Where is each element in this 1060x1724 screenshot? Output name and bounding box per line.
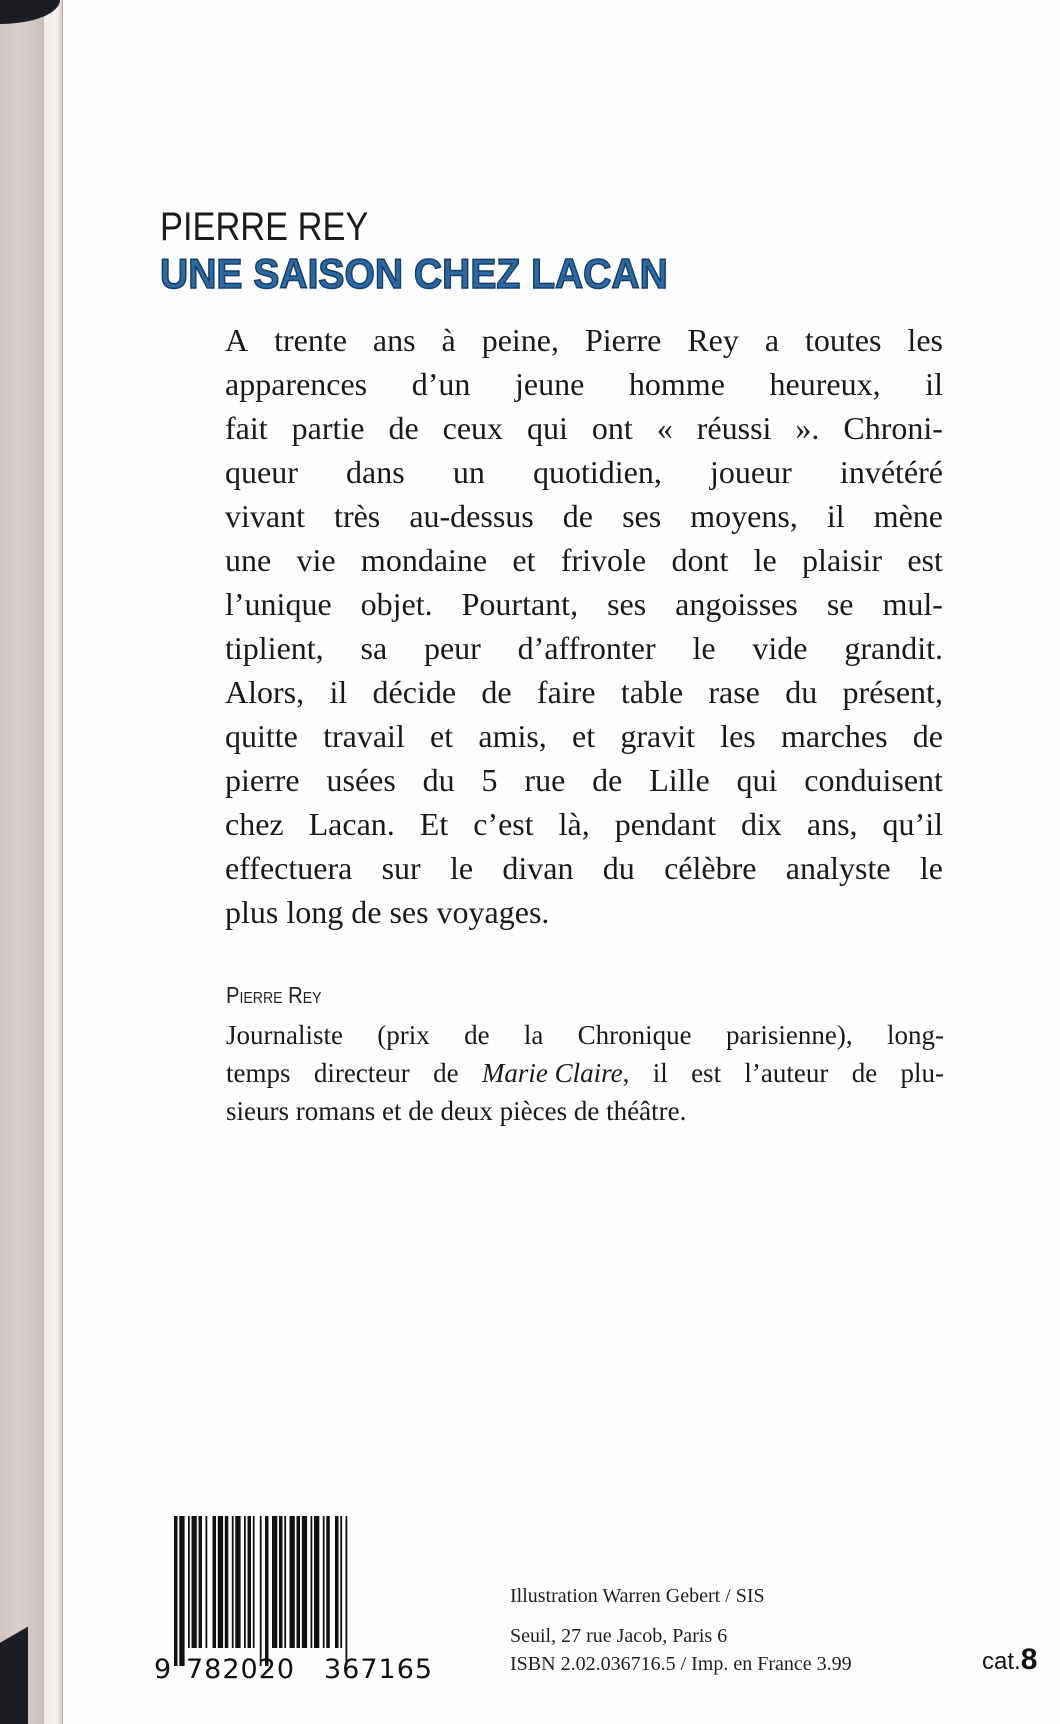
barcode-bar (272, 1516, 277, 1648)
blurb-word: sur (381, 850, 421, 886)
barcode-bar (340, 1516, 342, 1648)
blurb-line (225, 582, 943, 626)
blurb-word: rase (708, 674, 760, 710)
magazine-title: Marie Claire (481, 1058, 623, 1088)
blurb-word: joueur (710, 454, 792, 490)
blurb-word: dans (346, 454, 405, 490)
barcode-bar (206, 1516, 208, 1648)
blurb-word: se (826, 586, 854, 622)
barcode-bar (253, 1516, 255, 1648)
blurb-word: les (907, 322, 943, 358)
isbn-line: ISBN 2.02.036716.5 / Imp. en France 3.99 (510, 1653, 852, 1675)
blurb-line (225, 714, 943, 758)
blurb-word: Chroni- (843, 410, 943, 446)
blurb-word: table (620, 674, 684, 710)
blurb-word: analyste (785, 850, 891, 886)
blurb-word: il (329, 674, 348, 710)
barcode-bar (188, 1516, 190, 1648)
barcode-bar (260, 1516, 262, 1666)
blurb-line (225, 846, 943, 890)
bio-line (226, 1092, 944, 1130)
blurb-word: le (919, 850, 943, 886)
blurb-word: qui (736, 762, 778, 798)
blurb-word: vide (752, 630, 808, 666)
blurb-word: célèbre (664, 850, 757, 886)
blurb-word: apparences (225, 366, 368, 402)
barcode-bar (279, 1516, 283, 1648)
blurb-word: le (450, 850, 474, 886)
blurb-word: un (452, 454, 485, 490)
blurb-word: Rey (687, 322, 739, 358)
blurb-word: rue (524, 762, 566, 798)
barcode-bar (323, 1516, 325, 1648)
barcode-bar (213, 1516, 217, 1648)
blurb-line (225, 318, 943, 362)
blurb-word: fait (225, 410, 268, 446)
blurb-word: dont (671, 542, 729, 578)
barcode-bar (235, 1516, 240, 1648)
barcode-bar (218, 1516, 223, 1648)
blurb-word: trente (274, 322, 347, 358)
blurb-word: de (912, 718, 943, 754)
blurb-line (225, 890, 943, 934)
bio-word: de (433, 1058, 459, 1088)
blurb-word: tiplient, (225, 630, 324, 666)
blurb-word: Lille (649, 762, 710, 798)
blurb-word: ceux (442, 410, 504, 446)
blurb-word: à (441, 322, 456, 358)
blurb-line (225, 406, 943, 450)
blurb-word: effectuera (225, 850, 353, 886)
blurb-text: plus long de ses voyages. (225, 894, 550, 930)
barcode-bar (335, 1516, 339, 1648)
bio-word: est (691, 1058, 722, 1088)
blurb-word: du (785, 674, 818, 710)
blurb-word: jeune (515, 366, 585, 402)
blurb-word: qu’il (882, 806, 943, 842)
blurb-word: très (334, 498, 381, 534)
book-spine (0, 0, 44, 1724)
blurb-word: est (907, 542, 943, 578)
bio-word: directeur (313, 1058, 410, 1088)
barcode-digits: 782020 (186, 1654, 296, 1685)
blurb-word: vie (296, 542, 336, 578)
blurb-word: quotidien, (532, 454, 662, 490)
barcode-bar (244, 1516, 246, 1648)
bio-word: temps (226, 1058, 291, 1088)
bio-word: parisienne), (725, 1020, 853, 1050)
blurb-word: de (388, 410, 419, 446)
blurb-word: usées (326, 762, 396, 798)
barcode-bar (248, 1516, 252, 1648)
credits (510, 1585, 852, 1678)
barcode-bar (302, 1516, 307, 1648)
bio-word: plu- (900, 1058, 944, 1088)
barcode-bar (326, 1516, 330, 1648)
category-prefix: cat. (982, 1648, 1021, 1675)
blurb-word: chez (225, 806, 284, 842)
blurb-word: peine, (481, 322, 559, 358)
blurb-word: grandit. (844, 630, 943, 666)
barcode-bar (346, 1516, 348, 1666)
blurb-line (225, 758, 943, 802)
blurb-word: conduisent (804, 762, 943, 798)
blurb-word: d’affronter (517, 630, 656, 666)
book-title: UNE SAISON CHEZ LACAN (160, 250, 668, 297)
background-corner (0, 1600, 28, 1724)
blurb-word: a (764, 322, 780, 358)
blurb-word: du (602, 850, 635, 886)
blurb-word: Pierre (584, 322, 662, 358)
blurb-word: quitte (225, 718, 298, 754)
bio-word: Journaliste (226, 1020, 343, 1050)
blurb-word: angoisses (675, 586, 798, 622)
author-bio (226, 1016, 944, 1130)
blurb-word: dix (741, 806, 782, 842)
page-edge (44, 0, 63, 1724)
barcode-digits: 9 (154, 1654, 173, 1685)
blurb-word: frivole (560, 542, 647, 578)
blurb-word: d’un (411, 366, 471, 402)
barcode-bar (284, 1516, 286, 1648)
blurb-word: invétéré (839, 454, 943, 490)
blurb-word: Alors, (225, 674, 305, 710)
blurb-word: objet. (360, 586, 433, 622)
blurb-word: « (656, 410, 673, 446)
blurb-word: homme (628, 366, 725, 402)
bio-word: de (851, 1058, 878, 1088)
bio-word: la (523, 1020, 544, 1050)
bio-line (226, 1016, 944, 1054)
blurb-word: partie (291, 410, 365, 446)
bio-word: Marie Claire, (481, 1058, 630, 1088)
blurb-word: là, (558, 806, 590, 842)
bio-text: sieurs romans et de deux pièces de théâtre. (226, 1096, 687, 1126)
blurb-word: qui (527, 410, 568, 446)
bio-word: l’auteur (744, 1058, 829, 1088)
blurb-word: réussi (696, 410, 772, 446)
blurb-word: Et (419, 806, 449, 842)
blurb-word: les (720, 718, 756, 754)
blurb-word: il (826, 498, 845, 534)
blurb-word: ans (372, 322, 416, 358)
blurb-word: une (225, 542, 272, 578)
barcode-bar (290, 1516, 295, 1648)
blurb-word: queur (225, 454, 298, 490)
blurb-word: le (753, 542, 777, 578)
blurb-word: mul- (882, 586, 943, 622)
blurb-word: plaisir (802, 542, 883, 578)
barcode-digits: 367165 (324, 1654, 434, 1685)
blurb-word: Lacan. (308, 806, 395, 842)
category-label (982, 1643, 1037, 1677)
blurb (225, 318, 943, 934)
blurb-line (225, 494, 943, 538)
blurb-word: faire (536, 674, 596, 710)
blurb-word: divan (502, 850, 574, 886)
blurb-word: 5 (481, 762, 498, 798)
blurb-word: moyens, (690, 498, 798, 534)
blurb-line (225, 450, 943, 494)
barcode-bar (192, 1516, 197, 1648)
blurb-word: du (422, 762, 455, 798)
blurb-word: mondaine (360, 542, 488, 578)
category-number: 8 (1020, 1643, 1038, 1676)
blurb-word: ». (795, 410, 820, 446)
illustration-credit: Illustration Warren Gebert / SIS (510, 1585, 765, 1607)
publisher-address: Seuil, 27 rue Jacob, Paris 6 (510, 1625, 728, 1647)
blurb-word: pendant (614, 806, 716, 842)
isbn-barcode (152, 1510, 482, 1690)
blurb-word: vivant (225, 498, 305, 534)
blurb-line (225, 538, 943, 582)
blurb-word: et (512, 542, 536, 578)
blurb-word: et (572, 718, 596, 754)
blurb-word: et (430, 718, 454, 754)
bio-word: il (652, 1058, 668, 1088)
blurb-word: heureux, (769, 366, 881, 402)
blurb-word: de (592, 762, 623, 798)
blurb-word: présent, (842, 674, 943, 710)
bio-word: Chronique (577, 1020, 692, 1050)
barcode-bar (174, 1516, 178, 1666)
blurb-word: mène (873, 498, 943, 534)
blurb-word: au-dessus (409, 498, 534, 534)
blurb-line (225, 802, 943, 846)
blurb-word: sa (360, 630, 388, 666)
blurb-word: ans, (806, 806, 858, 842)
barcode-bar (311, 1516, 313, 1648)
blurb-word: il (925, 366, 943, 402)
blurb-word: amis, (478, 718, 547, 754)
blurb-word: le (692, 630, 716, 666)
blurb-word: marches (780, 718, 888, 754)
barcode-bar (297, 1516, 301, 1648)
blurb-word: c’est (473, 806, 534, 842)
barcode-graphic (152, 1510, 482, 1690)
blurb-word: pierre (225, 762, 300, 798)
bio-word: de (464, 1020, 490, 1050)
blurb-word: ses (607, 586, 647, 622)
barcode-bar (232, 1516, 234, 1648)
barcode-bar (179, 1516, 184, 1666)
bio-line (226, 1054, 944, 1092)
blurb-word: de (481, 674, 512, 710)
blurb-line (225, 626, 943, 670)
blurb-word: travail (323, 718, 405, 754)
blurb-line (225, 670, 943, 714)
barcode-bar (314, 1516, 319, 1648)
blurb-word: de (562, 498, 593, 534)
barcode-bar (225, 1516, 229, 1648)
blurb-word: l’unique (225, 586, 332, 622)
blurb-word: Pourtant, (461, 586, 579, 622)
blurb-word: ses (622, 498, 662, 534)
blurb-word: peur (423, 630, 481, 666)
bio-word: (prix (377, 1020, 430, 1050)
blurb-word: ont (591, 410, 633, 446)
blurb-word: gravit (620, 718, 695, 754)
barcode-bar (265, 1516, 269, 1666)
bio-author-name: Pierre Rey (226, 982, 322, 1008)
blurb-line (225, 362, 943, 406)
barcode-bar (199, 1516, 203, 1648)
blurb-word: A (225, 322, 249, 358)
blurb-word: décide (372, 674, 457, 710)
blurb-word: toutes (805, 322, 882, 358)
author-name: PIERRE REY (160, 205, 369, 249)
bio-word: long- (886, 1020, 944, 1050)
